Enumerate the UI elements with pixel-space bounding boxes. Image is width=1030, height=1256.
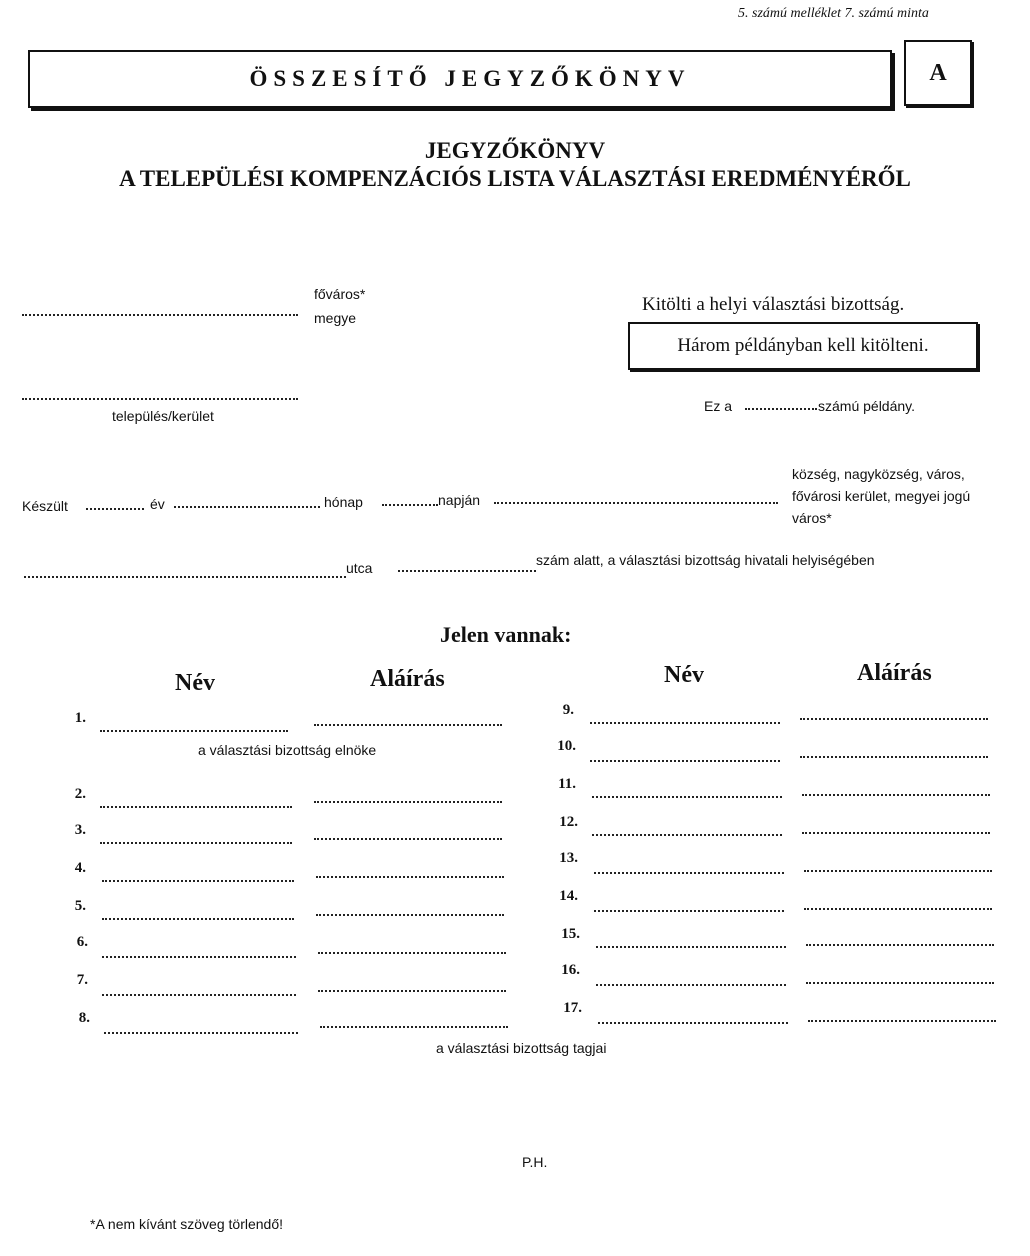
member-6-signature-field[interactable] [318, 952, 506, 954]
street-label: utca [346, 560, 373, 576]
member-13-name-field[interactable] [594, 872, 784, 874]
copy-suffix: számú példány. [818, 398, 916, 414]
day-field[interactable] [382, 504, 438, 506]
member-6-name-field[interactable] [102, 956, 296, 958]
place-type-line-3: város* [792, 510, 832, 526]
member-number-10: 10. [557, 738, 576, 754]
member-9-name-field[interactable] [590, 722, 780, 724]
heading-line-2: A TELEPÜLÉSI KOMPENZÁCIÓS LISTA VÁLASZTÁSI EREDMÉNYÉRŐL [119, 166, 911, 191]
created-label: Készült [22, 498, 68, 514]
chair-caption: a választási bizottság elnöke [198, 742, 377, 758]
filled-by-note: Kitölti a helyi választási bizottság. [642, 294, 905, 315]
right-name-header: Név [664, 662, 704, 688]
copies-note-box: Három példányban kell kitölteni. [628, 322, 978, 370]
month-label: hónap [324, 494, 363, 510]
copy-prefix: Ez a [704, 398, 733, 414]
settlement-field[interactable] [22, 398, 298, 400]
day-label: napján [438, 492, 481, 508]
place-field[interactable] [494, 502, 778, 504]
member-number-12: 12. [559, 814, 578, 830]
house-number-field[interactable] [398, 570, 536, 572]
member-11-name-field[interactable] [592, 796, 782, 798]
member-number-11: 11. [558, 776, 576, 792]
member-7-name-field[interactable] [102, 994, 296, 996]
member-number-1: 1. [74, 710, 86, 726]
member-13-signature-field[interactable] [804, 870, 992, 872]
title-box [28, 50, 892, 108]
member-5-signature-field[interactable] [316, 914, 504, 916]
place-type-line-2: fővárosi kerület, megyei jogú [792, 488, 971, 504]
stamp-placeholder: P.H. [522, 1154, 548, 1170]
member-14-name-field[interactable] [594, 910, 784, 912]
heading-line-1: JEGYZŐKÖNYV [424, 138, 606, 163]
right-signature-header: Aláírás [857, 660, 932, 686]
footnote: *A nem kívánt szöveg törlendő! [90, 1216, 283, 1232]
member-2-name-field[interactable] [100, 806, 292, 808]
member-12-name-field[interactable] [592, 834, 782, 836]
member-number-4: 4. [74, 860, 86, 876]
form-letter-box: A [904, 40, 972, 106]
member-4-name-field[interactable] [102, 880, 294, 882]
year-field[interactable] [86, 508, 144, 510]
member-number-6: 6. [76, 934, 88, 950]
member-9-signature-field[interactable] [800, 718, 988, 720]
member-8-signature-field[interactable] [320, 1026, 508, 1028]
member-number-15: 15. [561, 926, 580, 942]
member-12-signature-field[interactable] [802, 832, 990, 834]
member-number-17: 17. [563, 1000, 582, 1016]
member-3-name-field[interactable] [100, 842, 292, 844]
year-label: év [150, 496, 165, 512]
member-16-signature-field[interactable] [806, 982, 994, 984]
county-field[interactable] [22, 314, 298, 316]
member-10-name-field[interactable] [590, 760, 780, 762]
member-number-5: 5. [74, 898, 86, 914]
county-label: megye [314, 310, 357, 326]
form-title: ÖSSZESÍTŐ JEGYZŐKÖNYV [249, 66, 691, 91]
member-number-8: 8. [78, 1010, 90, 1026]
copy-number-field[interactable] [745, 408, 817, 410]
member-11-signature-field[interactable] [802, 794, 990, 796]
left-signature-header: Aláírás [370, 666, 445, 692]
member-15-signature-field[interactable] [806, 944, 994, 946]
members-caption: a választási bizottság tagjai [436, 1040, 607, 1056]
capital-label: főváros* [314, 286, 366, 302]
member-15-name-field[interactable] [596, 946, 786, 948]
member-17-name-field[interactable] [598, 1022, 788, 1024]
left-name-header: Név [175, 670, 215, 696]
member-number-14: 14. [559, 888, 578, 904]
month-field[interactable] [174, 506, 320, 508]
settlement-label: település/kerület [112, 408, 214, 424]
appendix-reference: 5. számú melléklet 7. számú minta [738, 6, 929, 21]
member-3-signature-field[interactable] [314, 838, 502, 840]
member-1-name-field[interactable] [100, 730, 288, 732]
member-5-name-field[interactable] [102, 918, 294, 920]
member-number-16: 16. [561, 962, 580, 978]
member-17-signature-field[interactable] [808, 1020, 996, 1022]
member-14-signature-field[interactable] [804, 908, 992, 910]
attendance-title: Jelen vannak: [440, 622, 572, 647]
place-type-line-1: község, nagyközség, város, [792, 466, 965, 482]
address-suffix: szám alatt, a választási bizottság hivatali helyiségében [536, 552, 875, 568]
member-7-signature-field[interactable] [318, 990, 506, 992]
member-number-7: 7. [76, 972, 88, 988]
member-number-13: 13. [559, 850, 578, 866]
member-number-2: 2. [74, 786, 86, 802]
member-16-name-field[interactable] [596, 984, 786, 986]
member-10-signature-field[interactable] [800, 756, 988, 758]
member-4-signature-field[interactable] [316, 876, 504, 878]
member-8-name-field[interactable] [104, 1032, 298, 1034]
street-field[interactable] [24, 576, 346, 578]
member-number-9: 9. [562, 702, 574, 718]
member-2-signature-field[interactable] [314, 801, 502, 803]
member-number-3: 3. [74, 822, 86, 838]
member-1-signature-field[interactable] [314, 724, 502, 726]
